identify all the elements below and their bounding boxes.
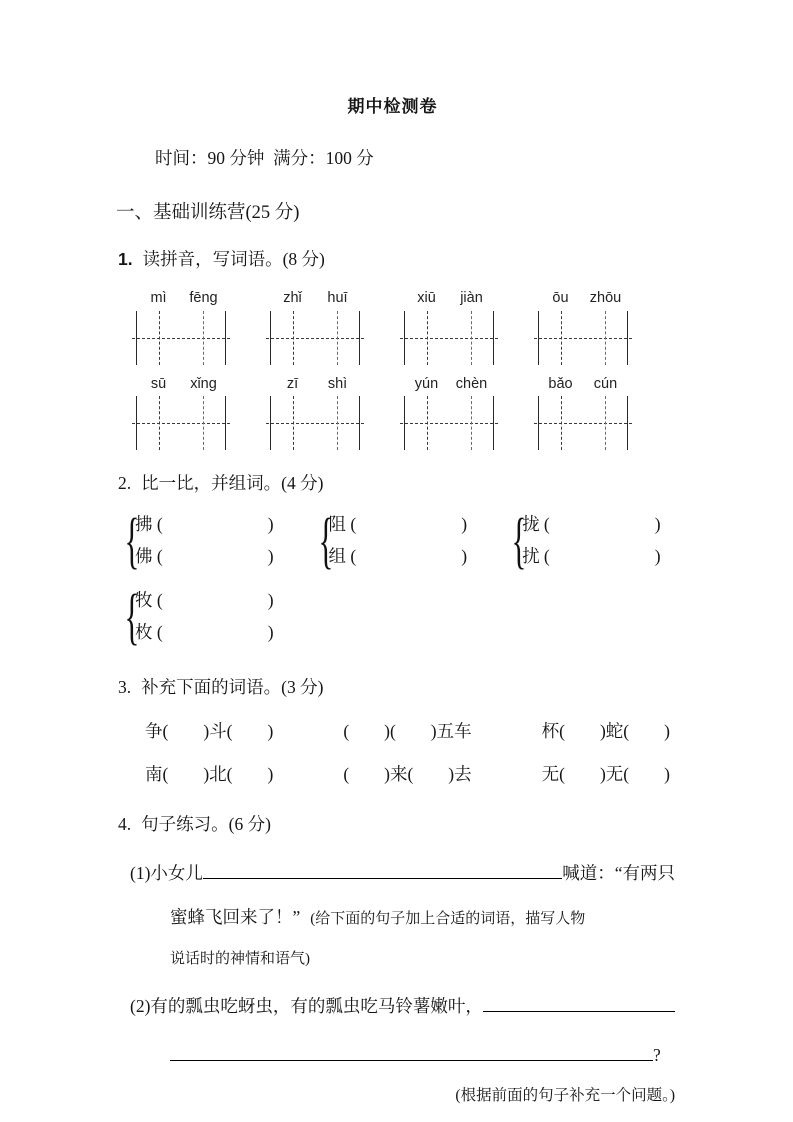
- pair-top: 牧 ( ): [135, 589, 274, 610]
- pinyin-syllable: bǎo: [548, 375, 573, 392]
- idiom-blank: ( )( )五车: [343, 720, 472, 741]
- pinyin-syllable: jiàn: [460, 290, 483, 307]
- pinyin-word: [136, 375, 226, 451]
- idiom-row-1: [145, 720, 675, 744]
- idiom-blank: 争( )斗( ): [145, 720, 274, 741]
- item2-label: (2): [130, 995, 151, 1016]
- fill-in-blank: [203, 860, 562, 879]
- pair-top: 阻 ( ): [328, 513, 468, 534]
- pinyin-row-1: [136, 289, 675, 365]
- question3-label: 补充下面的词语。(3 分): [141, 676, 324, 697]
- section1-heading: 一、基础训练营(25 分): [116, 202, 300, 223]
- pair-bottom: 组 ( ): [328, 546, 468, 567]
- pinyin-syllable: cún: [593, 375, 618, 392]
- brace-glyph: {: [511, 506, 527, 575]
- idiom-blank: 无( )无( ): [541, 764, 670, 785]
- idiom-blank: ( )来( )去: [343, 764, 472, 785]
- idiom-row-2: [145, 763, 675, 787]
- item1-label: (1): [130, 862, 151, 883]
- writing-grid: [136, 396, 226, 450]
- fill-in-blank: [170, 1043, 653, 1062]
- character-pair: [120, 506, 274, 575]
- item2-text: 有的瓢虫吃蚜虫，有的瓢虫吃马铃薯嫩叶，: [150, 995, 483, 1016]
- pair-bottom: 佛 ( ): [135, 546, 274, 567]
- item1-note-part2: 说话时的神情和语气): [170, 951, 310, 968]
- question4-heading: [118, 813, 675, 837]
- writing-grid: [270, 396, 360, 450]
- pair-top: 拢 ( ): [522, 513, 661, 534]
- compare-pairs-row-2: [120, 582, 675, 651]
- item1-line2-main: 蜜蜂飞回来了！”: [170, 906, 301, 927]
- fill-in-blank: [483, 993, 675, 1012]
- writing-grid: [270, 311, 360, 365]
- pinyin-row-2: [136, 375, 675, 451]
- writing-grid: [404, 311, 494, 365]
- brace-glyph: {: [124, 506, 140, 575]
- character-pair: [120, 582, 274, 651]
- question-mark: ?: [653, 1045, 661, 1066]
- question2-heading: [118, 472, 675, 496]
- idiom-blank: 南( )北( ): [145, 764, 274, 785]
- pinyin-word: [404, 289, 494, 365]
- brace-glyph: {: [318, 506, 333, 575]
- brace-glyph: {: [124, 582, 140, 651]
- pinyin-syllable: zhǐ: [283, 290, 302, 307]
- item1-note-part1: (给下面的句子加上合适的词语，描写人物: [310, 910, 586, 927]
- pinyin-exercise: [136, 289, 675, 450]
- pinyin-syllable: xǐng: [190, 375, 217, 392]
- sentence-item-1-line2: [170, 906, 675, 930]
- idiom-blank: 杯( )蛇( ): [541, 720, 670, 741]
- sentence-item-1: [130, 860, 675, 885]
- pinyin-syllable: xiū: [417, 290, 436, 307]
- item1-text-after: 喊道：“有两只: [562, 862, 675, 883]
- question4-number: 4.: [118, 813, 132, 834]
- time-score-line: 时间：90 分钟 满分：100 分: [155, 147, 374, 168]
- question2-number: 2.: [118, 473, 132, 494]
- pinyin-word: [404, 375, 494, 451]
- pinyin-syllable: zī: [286, 375, 299, 392]
- sentence-item-2-line2: [170, 1043, 675, 1068]
- question4-label: 句子练习。(6 分): [141, 813, 271, 834]
- pinyin-syllable: yún: [414, 375, 439, 392]
- pinyin-word: [538, 289, 628, 365]
- character-pair: [314, 506, 468, 575]
- character-pair: [507, 506, 661, 575]
- item1-text-before: 小女儿: [150, 862, 203, 883]
- writing-grid: [538, 311, 628, 365]
- question1-number: 1.: [118, 248, 133, 269]
- writing-grid: [136, 311, 226, 365]
- question3-heading: [118, 676, 675, 700]
- pinyin-syllable: sū: [150, 375, 167, 392]
- writing-grid: [538, 396, 628, 450]
- pinyin-syllable: huī: [327, 290, 348, 307]
- pinyin-syllable: mì: [150, 290, 167, 307]
- pinyin-syllable: ōu: [552, 290, 569, 307]
- page-title: 期中检测卷: [347, 97, 438, 116]
- pinyin-syllable: zhōu: [589, 290, 622, 307]
- pair-top: 拂 ( ): [135, 513, 274, 534]
- pair-bottom: 枚 ( ): [135, 622, 274, 643]
- pinyin-word: [270, 375, 360, 451]
- question1-label: 读拼音，写词语。(8 分): [142, 248, 325, 269]
- pair-bottom: 扰 ( ): [522, 546, 661, 567]
- pinyin-word: [538, 375, 628, 451]
- question3-number: 3.: [118, 676, 132, 697]
- pinyin-syllable: chèn: [455, 375, 488, 392]
- pinyin-word: [270, 289, 360, 365]
- pinyin-word: [136, 289, 226, 365]
- sentence-item-2: [130, 993, 675, 1018]
- writing-grid: [404, 396, 494, 450]
- question1-heading: [118, 248, 675, 272]
- question2-label: 比一比，并组词。(4 分): [141, 473, 324, 494]
- compare-pairs-row-1: [120, 506, 675, 575]
- pinyin-syllable: fēng: [189, 290, 218, 307]
- item2-note: (根据前面的句子补充一个问题。): [455, 1086, 675, 1104]
- pinyin-syllable: shì: [327, 375, 348, 392]
